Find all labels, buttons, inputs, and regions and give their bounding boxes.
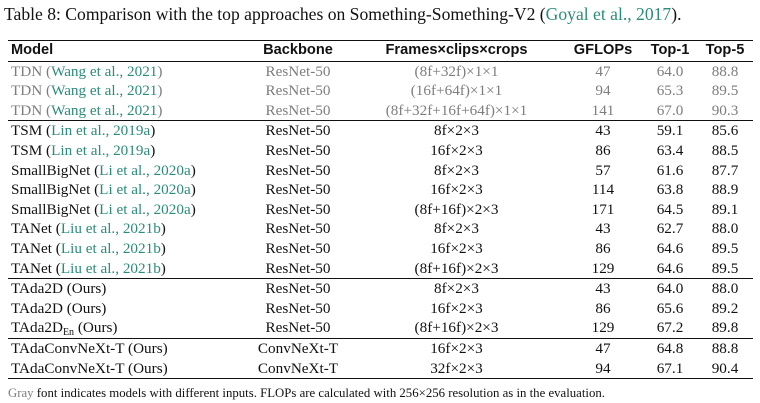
top1-cell: 64.6 — [656, 239, 684, 257]
top1-cell: 67.1 — [643, 359, 697, 379]
caption-suffix: ). — [671, 4, 682, 24]
citation-link[interactable]: Li et al., 2020a — [99, 200, 191, 218]
top1-cell: 61.6 — [656, 161, 684, 179]
frames-cell: (8f+32f)×1×1 — [414, 62, 499, 80]
table-row — [8, 318, 753, 338]
frames-cell: 16f×2×3 — [430, 181, 483, 199]
backbone-cell: ResNet-50 — [246, 121, 350, 141]
table-row — [8, 101, 753, 121]
table-row — [8, 219, 753, 239]
header-top1: Top-1 — [643, 41, 697, 62]
top5-cell: 89.2 — [711, 299, 739, 317]
table-row — [8, 161, 753, 181]
backbone-cell: ResNet-50 — [265, 82, 331, 100]
gflops-cell: 129 — [591, 259, 615, 277]
top5-cell: 89.5 — [711, 82, 739, 100]
backbone-cell: ResNet-50 — [265, 239, 331, 257]
table-row — [8, 359, 753, 379]
backbone-cell: ResNet-50 — [265, 220, 331, 238]
header-backbone: Backbone — [246, 41, 350, 62]
gflops-cell: 94 — [595, 82, 611, 100]
model-name: TSM — [11, 122, 43, 140]
gflops-cell: 86 — [595, 239, 611, 257]
frames-cell: 16f×2×3 — [350, 338, 563, 358]
model-name: SmallBigNet — [11, 161, 91, 179]
table-row — [8, 81, 753, 101]
backbone-cell: ConvNeXt-T — [246, 338, 350, 358]
model-cell: TDN (Wang et al., 2021) — [11, 82, 163, 100]
top1-cell: 67.2 — [656, 319, 684, 337]
top5-cell: 88.8 — [697, 338, 753, 358]
frames-cell: 8f×2×3 — [434, 220, 479, 238]
frames-cell: 8f×2×3 — [434, 161, 479, 179]
footnote-gray-word: Gray — [8, 386, 34, 400]
header-gflops: GFLOPs — [563, 41, 643, 62]
model-cell: TSM (Lin et al., 2019a) — [8, 121, 246, 141]
top1-cell: 59.1 — [643, 121, 697, 141]
top1-cell: 64.0 — [656, 62, 684, 80]
model-subscript: En — [62, 327, 75, 339]
citation-link[interactable]: Liu et al., 2021b — [60, 220, 161, 238]
model-cell: TDN (Wang et al., 2021) — [11, 62, 163, 80]
model-cell: SmallBigNet (Li et al., 2020a) — [11, 200, 196, 218]
table-row — [8, 279, 753, 299]
gflops-cell: 43 — [563, 279, 643, 299]
top5-cell: 89.5 — [711, 239, 739, 257]
table-row — [8, 121, 753, 141]
model-cell: TDN (Wang et al., 2021) — [11, 101, 163, 119]
citation-link[interactable]: Li et al., 2020a — [99, 181, 191, 199]
backbone-cell: ConvNeXt-T — [246, 359, 350, 379]
footnote-text: font indicates models with different inputs. FLOPs are calculated with 256×256 resolution as in the evaluation. — [33, 386, 605, 400]
model-name: TDN — [11, 82, 43, 100]
top1-cell: 62.7 — [656, 220, 684, 238]
table-row — [8, 299, 753, 319]
table-row — [8, 239, 753, 259]
frames-cell: 16f×2×3 — [430, 141, 483, 159]
model-name: TANet — [11, 220, 52, 238]
model-name: TAda2D — [11, 319, 63, 337]
citation-link[interactable]: Lin et al., 2019a — [51, 141, 151, 159]
gflops-cell: 86 — [595, 299, 611, 317]
gflops-cell: 94 — [563, 359, 643, 379]
gflops-cell: 129 — [591, 319, 615, 337]
model-name: TDN — [11, 62, 43, 80]
comparison-table-container — [8, 40, 753, 379]
top5-cell: 88.8 — [711, 62, 739, 80]
model-name: TDN — [11, 101, 43, 119]
model-cell: SmallBigNet (Li et al., 2020a) — [11, 161, 196, 179]
table-caption — [4, 3, 756, 25]
model-cell: TANet (Liu et al., 2021b) — [11, 239, 166, 257]
frames-cell: 32f×2×3 — [350, 359, 563, 379]
frames-cell: (8f+32f+16f+64f)×1×1 — [385, 101, 528, 119]
model-cell: TANet (Liu et al., 2021b) — [11, 220, 166, 238]
model-cell: TSM (Lin et al., 2019a) — [11, 141, 156, 159]
table-row — [8, 141, 753, 161]
model-cell — [8, 318, 246, 338]
header-top5: Top-5 — [697, 41, 753, 62]
top5-cell: 88.0 — [697, 279, 753, 299]
backbone-cell: ResNet-50 — [265, 141, 331, 159]
frames-cell: (8f+16f)×2×3 — [414, 200, 499, 218]
backbone-cell: ResNet-50 — [265, 200, 331, 218]
gflops-cell: 47 — [595, 62, 611, 80]
frames-cell: 8f×2×3 — [350, 279, 563, 299]
top1-cell: 64.6 — [656, 259, 684, 277]
backbone-cell: ResNet-50 — [265, 319, 331, 337]
citation-link[interactable]: Lin et al., 2019a — [51, 122, 151, 140]
model-cell: TANet (Liu et al., 2021b) — [11, 259, 166, 277]
top5-cell: 88.0 — [711, 220, 739, 238]
citation-link[interactable]: Liu et al., 2021b — [60, 239, 161, 257]
table-row — [8, 61, 753, 81]
top5-cell: 90.3 — [711, 101, 739, 119]
header-frames: Frames×clips×crops — [350, 41, 563, 62]
top5-cell: 87.7 — [711, 161, 739, 179]
top1-cell: 64.8 — [643, 338, 697, 358]
frames-cell: 16f×2×3 — [430, 299, 483, 317]
top1-cell: 63.4 — [656, 141, 684, 159]
frames-cell: 16f×2×3 — [430, 239, 483, 257]
comparison-table — [8, 40, 753, 379]
frames-cell: (16f+64f)×1×1 — [410, 82, 503, 100]
caption-citation-link[interactable]: Goyal et al., 2017 — [545, 4, 672, 24]
gflops-cell: 141 — [591, 101, 615, 119]
top5-cell: 89.1 — [711, 200, 739, 218]
backbone-cell: ResNet-50 — [265, 101, 331, 119]
gflops-cell: 43 — [563, 121, 643, 141]
top1-cell: 63.8 — [656, 181, 684, 199]
table-footnote — [8, 385, 605, 401]
model-cell: TAdaConvNeXt-T (Ours) — [8, 338, 246, 358]
gflops-cell: 86 — [595, 141, 611, 159]
table-row — [8, 200, 753, 220]
gflops-cell: 114 — [591, 181, 615, 199]
top5-cell: 88.5 — [711, 141, 739, 159]
header-model: Model — [8, 41, 246, 62]
citation-link[interactable]: Wang et al., 2021 — [51, 101, 158, 119]
table-row — [8, 259, 753, 279]
top5-cell: 90.4 — [697, 359, 753, 379]
table-row — [8, 338, 753, 358]
top1-cell: 67.0 — [656, 101, 684, 119]
top5-cell: 89.5 — [711, 259, 739, 277]
model-name: SmallBigNet — [11, 181, 91, 199]
citation-link[interactable]: Li et al., 2020a — [99, 161, 191, 179]
top5-cell: 89.8 — [711, 319, 739, 337]
top1-cell: 64.5 — [656, 200, 684, 218]
model-cell: TAda2D (Ours) — [11, 299, 107, 317]
model-name: TANet — [11, 259, 52, 277]
backbone-cell: ResNet-50 — [265, 62, 331, 80]
top1-cell: 65.3 — [656, 82, 684, 100]
header-row — [8, 41, 753, 62]
model-cell: TAda2D (Ours) — [8, 279, 246, 299]
citation-link[interactable]: Wang et al., 2021 — [51, 62, 158, 80]
table-row — [8, 180, 753, 200]
model-cell: TAdaConvNeXt-T (Ours) — [8, 359, 246, 379]
caption-prefix: Table 8: Comparison with the top approaches on Something-Something-V2 ( — [4, 4, 546, 24]
model-name: SmallBigNet — [11, 200, 91, 218]
backbone-cell: ResNet-50 — [246, 279, 350, 299]
top1-cell: 64.0 — [643, 279, 697, 299]
top5-cell: 88.9 — [711, 181, 739, 199]
gflops-cell: 43 — [595, 220, 611, 238]
model-name: TANet — [11, 239, 52, 257]
citation-link[interactable]: Wang et al., 2021 — [51, 82, 158, 100]
frames-cell: (8f+16f)×2×3 — [414, 319, 499, 337]
model-name: TSM — [11, 141, 43, 159]
frames-cell: (8f+16f)×2×3 — [414, 259, 499, 277]
backbone-cell: ResNet-50 — [265, 161, 331, 179]
backbone-cell: ResNet-50 — [265, 299, 331, 317]
model-suffix: (Ours) — [74, 319, 118, 337]
backbone-cell: ResNet-50 — [265, 181, 331, 199]
backbone-cell: ResNet-50 — [265, 259, 331, 277]
gflops-cell: 47 — [563, 338, 643, 358]
citation-link[interactable]: Liu et al., 2021b — [60, 259, 161, 277]
top5-cell: 85.6 — [697, 121, 753, 141]
top1-cell: 65.6 — [656, 299, 684, 317]
gflops-cell: 171 — [591, 200, 615, 218]
model-cell: SmallBigNet (Li et al., 2020a) — [11, 181, 196, 199]
gflops-cell: 57 — [595, 161, 611, 179]
frames-cell: 8f×2×3 — [350, 121, 563, 141]
